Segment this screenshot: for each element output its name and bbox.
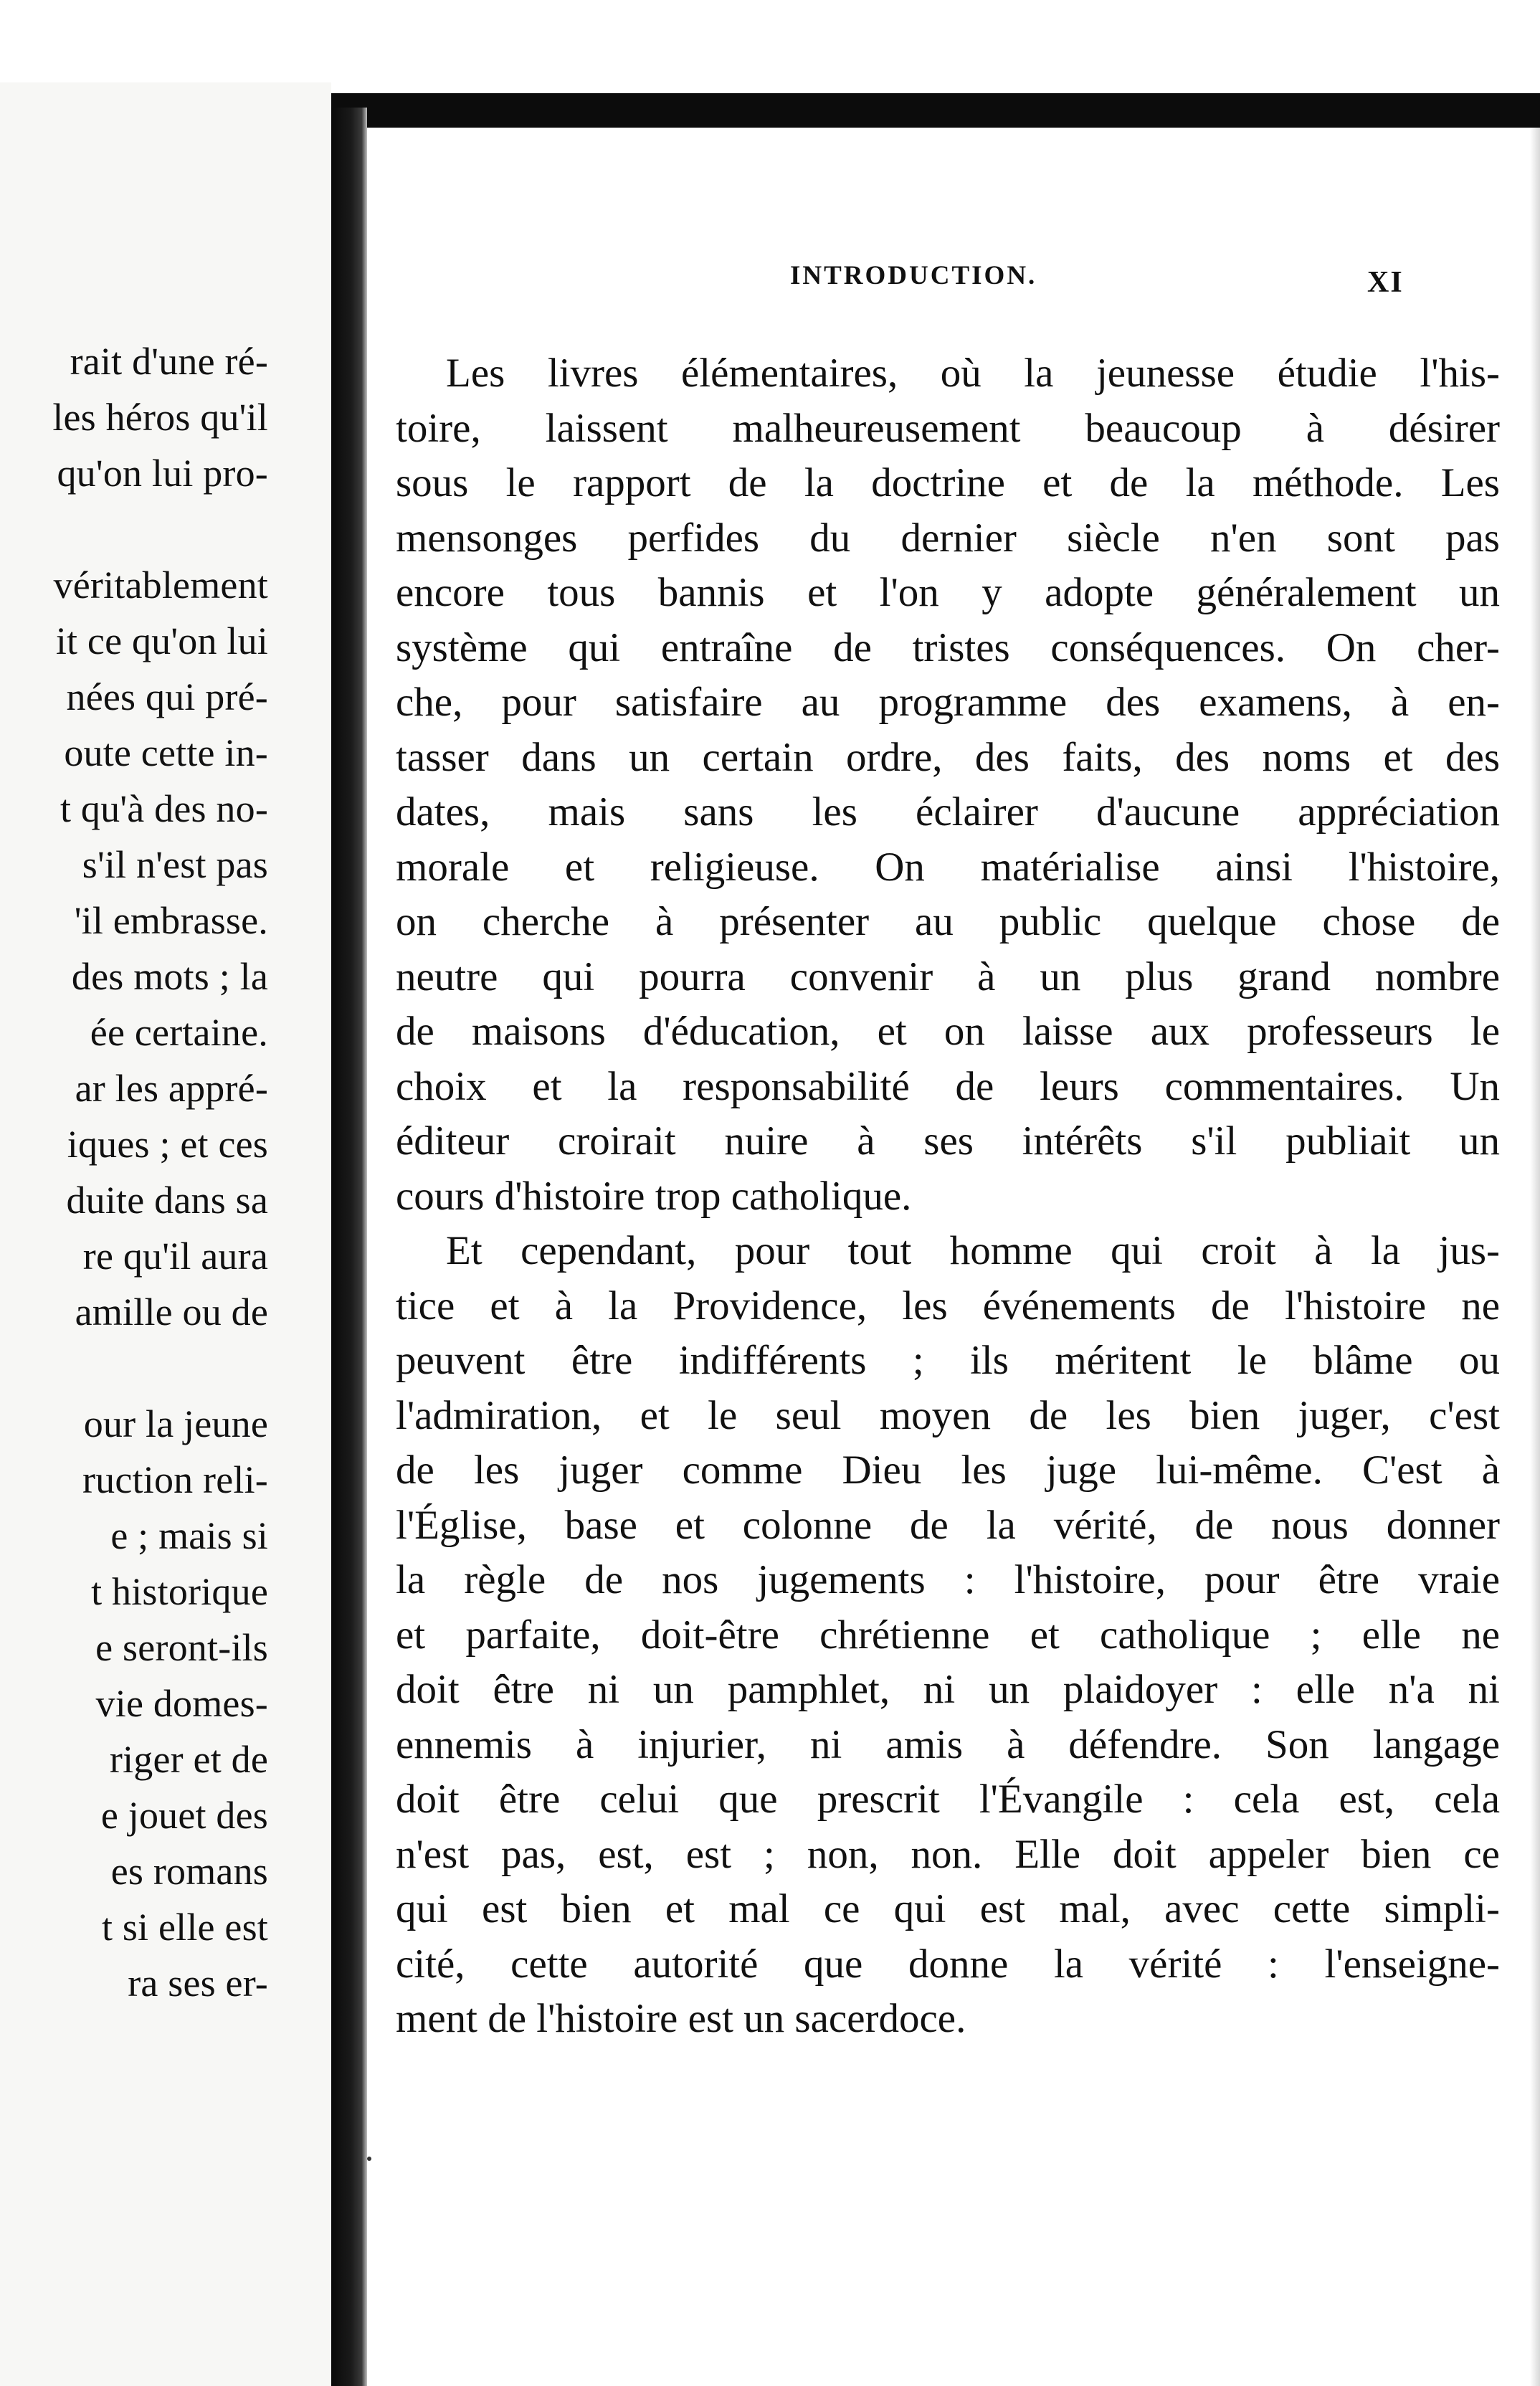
- body-line: sous le rapport de la doctrine et de la méthode. Les: [396, 460, 1500, 505]
- page-number: XI: [1367, 266, 1404, 299]
- left-page-line: qu'on lui pro-: [57, 452, 268, 495]
- body-line: Les livres élémentaires, où la jeunesse étudie l'his-: [446, 351, 1500, 396]
- body-line: doit être ni un pamphlet, ni un plaidoyer : elle n'a ni: [396, 1667, 1500, 1712]
- left-page-line: ruction reli-: [82, 1458, 268, 1501]
- body-line: ennemis à injurier, ni amis à défendre. Son langage: [396, 1721, 1500, 1767]
- left-page-line: s'il n'est pas: [82, 843, 268, 886]
- running-head: INTRODUCTION.: [790, 261, 1037, 290]
- left-page-line: ar les appré-: [75, 1067, 268, 1110]
- book-gutter: [331, 108, 367, 2386]
- left-page-line: amille ou de: [75, 1291, 268, 1334]
- body-line: mensonges perfides du dernier siècle n'en sont pas: [396, 515, 1500, 561]
- paragraph-2: [396, 1224, 1500, 2047]
- left-page-line: t qu'à des no-: [60, 787, 268, 830]
- left-page-line: rait d'une ré-: [70, 340, 268, 383]
- body-line: système qui entraîne de tristes conséquences. On cher-: [396, 624, 1500, 670]
- body-line: choix et la responsabilité de leurs commentaires. Un: [396, 1063, 1500, 1109]
- body-line: doit être celui que prescrit l'Évangile : cela est, cela: [396, 1777, 1500, 1822]
- body-line: ment de l'histoire est un sacerdoce.: [396, 1996, 966, 2041]
- left-page-line: oute cette in-: [64, 731, 268, 774]
- left-page-line: e ; mais si: [110, 1514, 268, 1557]
- left-page-line: des mots ; la: [71, 955, 268, 998]
- left-page-line: our la jeune: [83, 1402, 268, 1445]
- left-page-line: [0, 1340, 331, 1396]
- page-edge-shadow: [1530, 128, 1540, 2386]
- body-text: [396, 346, 1500, 2047]
- body-line: neutre qui pourra convenir à un plus grand nombre: [396, 954, 1500, 999]
- body-line: encore tous bannis et l'on y adopte généralement un: [396, 570, 1500, 615]
- body-line: tice et à la Providence, les événements de l'histoire ne: [396, 1283, 1500, 1329]
- left-page-line: 'il embrasse.: [74, 899, 268, 942]
- left-page-line: ée certaine.: [90, 1011, 268, 1054]
- body-line: tasser dans un certain ordre, des faits, des noms et des: [396, 734, 1500, 780]
- left-page-line: e seront-ils: [95, 1626, 268, 1669]
- left-page-line: riger et de: [109, 1738, 268, 1781]
- left-page-line: nées qui pré-: [66, 675, 268, 718]
- left-page-line: ra ses er-: [128, 1962, 268, 2005]
- body-line: Et cependant, pour tout homme qui croit à la jus-: [446, 1228, 1500, 1273]
- body-line: la règle de nos jugements : l'histoire, pour être vraie: [396, 1557, 1500, 1602]
- body-line: che, pour satisfaire au programme des examens, à en-: [396, 680, 1500, 725]
- body-line: cité, cette autorité que donne la vérité : l'enseigne-: [396, 1941, 1500, 1987]
- body-line: l'admiration, et le seul moyen de les bien juger, c'est: [396, 1392, 1500, 1438]
- body-line: éditeur croirait nuire à ses intérêts s'il publiait un: [396, 1118, 1500, 1164]
- left-page-line: vie domes-: [95, 1682, 268, 1725]
- body-line: qui est bien et mal ce qui est mal, avec cette simpli-: [396, 1886, 1500, 1931]
- body-line: cours d'histoire trop catholique.: [396, 1173, 912, 1219]
- body-line: dates, mais sans les éclairer d'aucune appréciation: [396, 789, 1500, 835]
- left-page-line: duite dans sa: [66, 1179, 268, 1222]
- body-line: morale et religieuse. On matérialise ainsi l'histoire,: [396, 844, 1500, 890]
- body-line: de maisons d'éducation, et on laisse aux professeurs le: [396, 1009, 1500, 1054]
- left-page-line: t historique: [91, 1570, 268, 1613]
- left-page-line: iques ; et ces: [67, 1123, 268, 1166]
- left-page-line: es romans: [110, 1850, 268, 1893]
- body-line: et parfaite, doit-être chrétienne et catholique ; elle ne: [396, 1612, 1500, 1658]
- body-line: de les juger comme Dieu les juge lui-même. C'est à: [396, 1448, 1500, 1493]
- body-line: peuvent être indifférents ; ils méritent le blâme ou: [396, 1338, 1500, 1383]
- body-line: l'Église, base et colonne de la vérité, de nous donner: [396, 1502, 1500, 1548]
- left-page-text: [0, 333, 331, 2011]
- body-line: on cherche à présenter au public quelque chose de: [396, 899, 1500, 944]
- paragraph-1: [396, 346, 1500, 1224]
- left-page-line: e jouet des: [100, 1794, 268, 1837]
- left-page-line: les héros qu'il: [52, 396, 268, 439]
- left-page-line: [0, 501, 331, 557]
- body-line: n'est pas, est, est ; non, non. Elle doit appeler bien ce: [396, 1831, 1500, 1877]
- left-page-line: t si elle est: [101, 1906, 268, 1949]
- left-page-line: véritablement: [53, 564, 268, 607]
- left-page-line: re qu'il aura: [82, 1235, 268, 1278]
- left-page-line: it ce qu'on lui: [55, 619, 268, 662]
- scan-speck: [367, 2157, 371, 2161]
- right-page: [367, 128, 1540, 2386]
- left-page: [0, 82, 331, 2386]
- body-line: toire, laissent malheureusement beaucoup à désirer: [396, 405, 1500, 451]
